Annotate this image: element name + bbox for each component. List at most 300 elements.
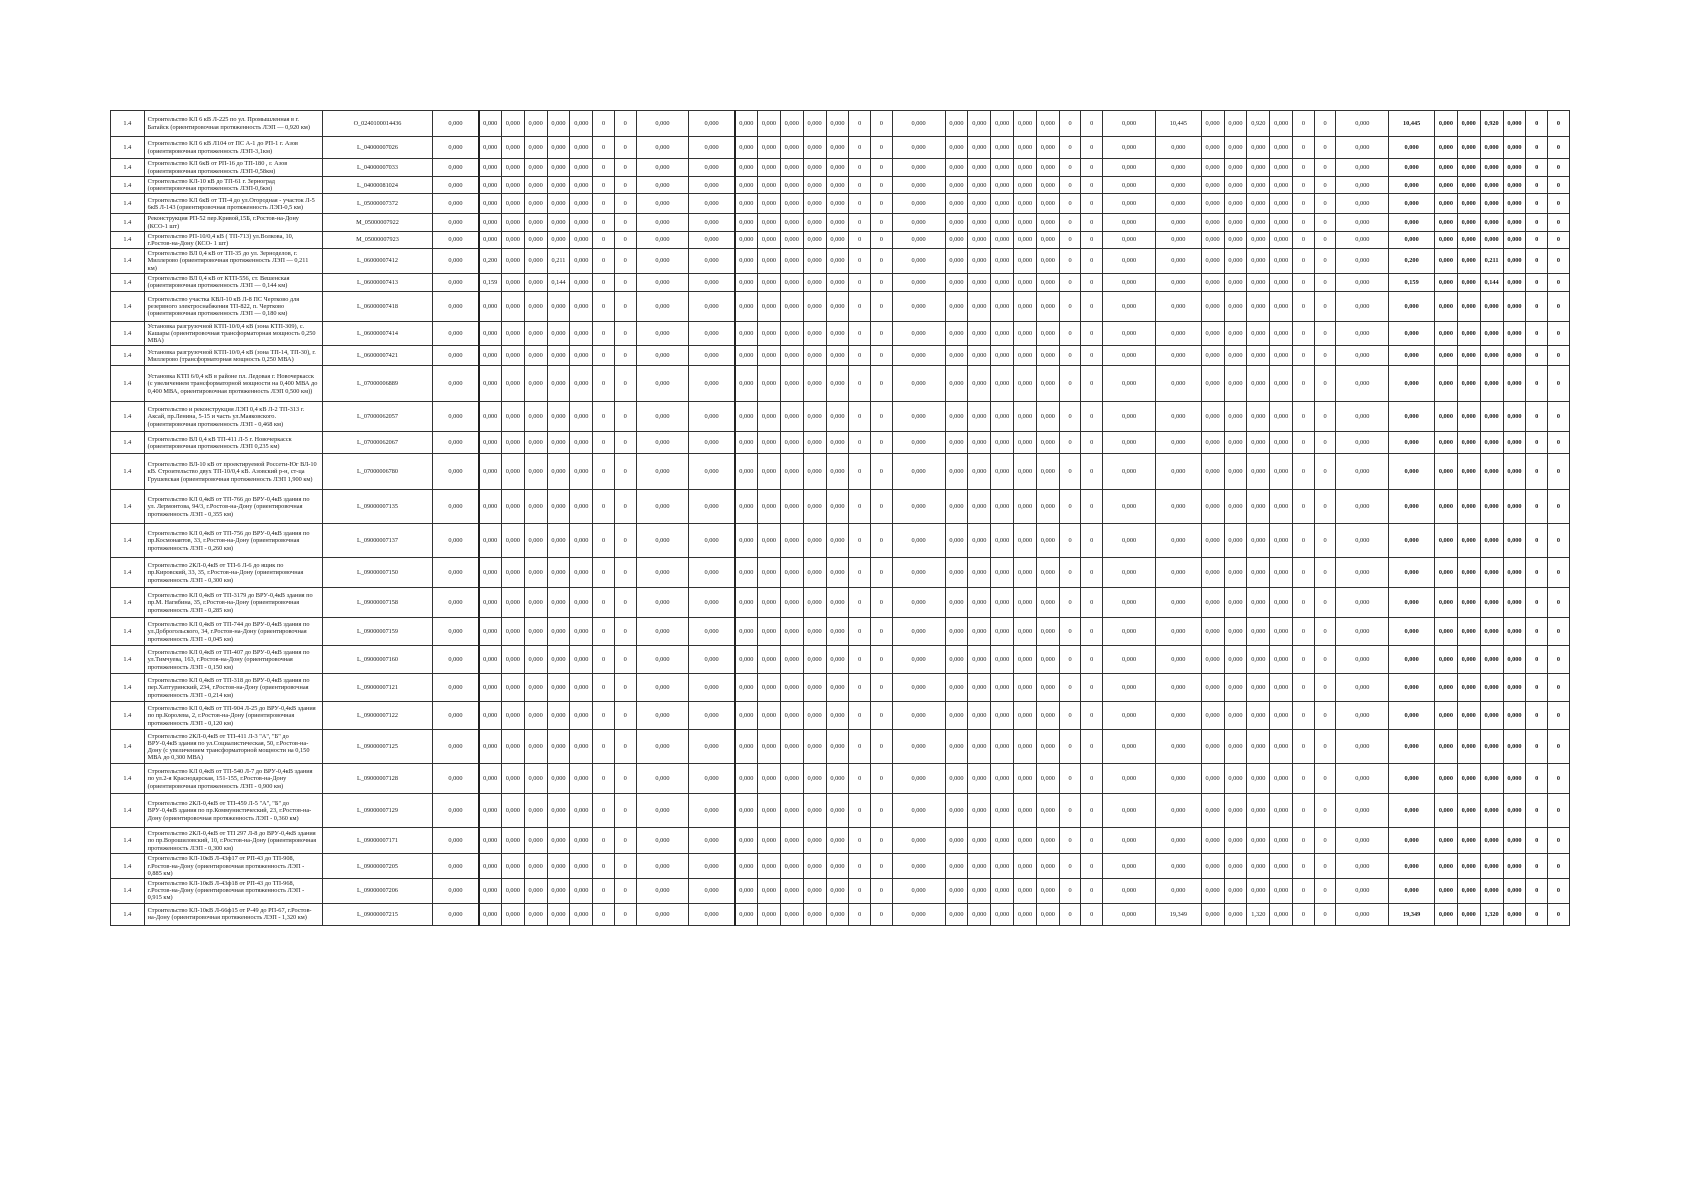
project-name-cell: Установка разгрузочной КТП-10/0,4 кВ (зона КТП-309), с. Кашары (ориентировочная трансформаторная мощность 0,250 МВА) bbox=[144, 321, 322, 346]
value-cell: 0 bbox=[1059, 137, 1081, 159]
value-cell: 0,000 bbox=[826, 854, 849, 879]
value-cell: 0,000 bbox=[1270, 618, 1293, 646]
value-cell: 0 bbox=[871, 111, 893, 137]
value-cell: 0,000 bbox=[735, 137, 758, 159]
value-cell: 0,000 bbox=[945, 854, 968, 879]
total-cell: 0,000 bbox=[1503, 194, 1526, 214]
value-cell: 0,000 bbox=[1014, 524, 1037, 558]
value-cell: 0,000 bbox=[1014, 764, 1037, 794]
value-cell: 0,000 bbox=[991, 214, 1014, 231]
project-name-cell: Строительство ВЛ 0,4 кВ от ТП-35 до ул. Зерноделов, г. Миллерово (ориентировочная протяженность ЛЭП — 0,211 км) bbox=[144, 249, 322, 274]
value-cell: 0,000 bbox=[735, 454, 758, 490]
value-cell: 0,000 bbox=[1156, 730, 1202, 764]
total-cell: 0 bbox=[1548, 291, 1570, 321]
value-cell: 0,000 bbox=[1103, 177, 1156, 194]
value-cell: 0,000 bbox=[758, 432, 781, 454]
value-cell: 0 bbox=[614, 588, 636, 618]
value-cell: 0,000 bbox=[892, 828, 945, 854]
value-cell: 0,000 bbox=[570, 214, 593, 231]
project-name-cell: Строительство КЛ 0,4кВ от ТП-407 до ВРУ-0,4кВ здания по ул.Тимчуева, 163, г.Ростов-на-Дону (ориентировочная протяженность ЛЭП - 0,150 км) bbox=[144, 646, 322, 674]
value-cell: 0,000 bbox=[758, 646, 781, 674]
value-cell: 0 bbox=[849, 764, 871, 794]
value-cell: 0,000 bbox=[570, 137, 593, 159]
value-cell: 0,000 bbox=[689, 159, 735, 177]
value-cell: 0 bbox=[1059, 588, 1081, 618]
value-cell: 0,000 bbox=[1036, 273, 1059, 291]
total-cell: 0,000 bbox=[1457, 524, 1480, 558]
value-cell: 0,000 bbox=[636, 111, 689, 137]
value-cell: 0,000 bbox=[735, 231, 758, 248]
value-cell: 0,000 bbox=[1156, 646, 1202, 674]
value-cell: 0,000 bbox=[991, 177, 1014, 194]
value-cell: 0 bbox=[1314, 432, 1336, 454]
value-cell: 0,000 bbox=[826, 903, 849, 925]
value-cell: 0,000 bbox=[892, 903, 945, 925]
value-cell: 0,000 bbox=[1014, 454, 1037, 490]
value-cell: 0,000 bbox=[1036, 490, 1059, 524]
value-cell: 0,000 bbox=[1036, 558, 1059, 588]
value-cell: 0 bbox=[1081, 524, 1103, 558]
value-cell: 0 bbox=[1081, 828, 1103, 854]
value-cell: 0 bbox=[614, 346, 636, 366]
value-cell: 0,000 bbox=[945, 137, 968, 159]
value-cell: 0,000 bbox=[1224, 346, 1247, 366]
value-cell: 0,000 bbox=[826, 111, 849, 137]
value-cell: 0,000 bbox=[1036, 588, 1059, 618]
value-cell: 0,000 bbox=[1247, 879, 1270, 904]
value-cell: 0,000 bbox=[1247, 321, 1270, 346]
value-cell: 0,000 bbox=[803, 702, 826, 730]
value-cell: 0 bbox=[1293, 273, 1315, 291]
value-cell: 0,000 bbox=[433, 194, 479, 214]
value-cell: 0,000 bbox=[1247, 588, 1270, 618]
value-cell: 0 bbox=[1081, 903, 1103, 925]
value-cell: 0,000 bbox=[780, 879, 803, 904]
value-cell: 0,000 bbox=[636, 249, 689, 274]
value-cell: 0,000 bbox=[892, 702, 945, 730]
value-cell: 0,000 bbox=[1224, 730, 1247, 764]
value-cell: 0 bbox=[593, 524, 615, 558]
value-cell: 0 bbox=[1059, 321, 1081, 346]
value-cell: 0,000 bbox=[689, 730, 735, 764]
value-cell: 0,000 bbox=[1247, 454, 1270, 490]
value-cell: 0,000 bbox=[758, 366, 781, 402]
value-cell: 0,000 bbox=[570, 159, 593, 177]
value-cell: 0 bbox=[593, 346, 615, 366]
value-cell: 0,000 bbox=[689, 524, 735, 558]
value-cell: 0,000 bbox=[547, 177, 570, 194]
value-cell: 0,000 bbox=[1036, 194, 1059, 214]
value-cell: 0,000 bbox=[636, 674, 689, 702]
total-cell: 0 bbox=[1526, 588, 1548, 618]
value-cell: 0,000 bbox=[892, 111, 945, 137]
project-code-cell: L_06000007421 bbox=[322, 346, 433, 366]
value-cell: 0,000 bbox=[1014, 879, 1037, 904]
group-cell: 1.4 bbox=[111, 273, 145, 291]
group-cell: 1.4 bbox=[111, 214, 145, 231]
value-cell: 0,000 bbox=[547, 730, 570, 764]
value-cell: 0,000 bbox=[689, 764, 735, 794]
value-cell: 0,000 bbox=[501, 879, 524, 904]
value-cell: 0,000 bbox=[501, 177, 524, 194]
value-cell: 0,000 bbox=[1201, 794, 1224, 828]
value-cell: 0,000 bbox=[524, 794, 547, 828]
value-cell: 0,000 bbox=[1103, 402, 1156, 432]
project-code-cell: L_04000007033 bbox=[322, 159, 433, 177]
project-code-cell: L_04000007026 bbox=[322, 137, 433, 159]
value-cell: 0,000 bbox=[1270, 321, 1293, 346]
value-cell: 0 bbox=[1314, 177, 1336, 194]
value-cell: 0 bbox=[1081, 366, 1103, 402]
value-cell: 0,000 bbox=[1156, 321, 1202, 346]
value-cell: 0 bbox=[614, 159, 636, 177]
total-cell: 0 bbox=[1548, 137, 1570, 159]
value-cell: 0,000 bbox=[780, 214, 803, 231]
value-cell: 0,000 bbox=[433, 249, 479, 274]
project-code-cell: L_09000007206 bbox=[322, 879, 433, 904]
value-cell: 0,000 bbox=[945, 524, 968, 558]
value-cell: 0 bbox=[1081, 402, 1103, 432]
value-cell: 0 bbox=[1059, 879, 1081, 904]
value-cell: 0,000 bbox=[991, 674, 1014, 702]
value-cell: 0,000 bbox=[1270, 828, 1293, 854]
value-cell: 0 bbox=[593, 291, 615, 321]
value-cell: 0 bbox=[1293, 588, 1315, 618]
value-cell: 0,000 bbox=[547, 111, 570, 137]
value-cell: 0,000 bbox=[1156, 194, 1202, 214]
project-name-cell: Строительство ВЛ 0,4 кВ от КТП-556, ст. Вешенская (ориентировочная протяженность ЛЭП — 0,144 км) bbox=[144, 273, 322, 291]
total-cell: 0,000 bbox=[1480, 137, 1503, 159]
value-cell: 0,000 bbox=[524, 366, 547, 402]
value-cell: 0,000 bbox=[1156, 524, 1202, 558]
value-cell: 0,000 bbox=[570, 854, 593, 879]
total-cell: 0,000 bbox=[1457, 794, 1480, 828]
value-cell: 0,000 bbox=[780, 854, 803, 879]
value-cell: 0 bbox=[1081, 490, 1103, 524]
value-cell: 0 bbox=[871, 402, 893, 432]
value-cell: 0,000 bbox=[1201, 646, 1224, 674]
value-cell: 0,000 bbox=[501, 794, 524, 828]
value-cell: 0 bbox=[593, 702, 615, 730]
value-cell: 0,000 bbox=[735, 194, 758, 214]
value-cell: 0,000 bbox=[758, 588, 781, 618]
value-cell: 0,000 bbox=[1270, 794, 1293, 828]
value-cell: 0,000 bbox=[780, 291, 803, 321]
value-cell: 0,000 bbox=[945, 366, 968, 402]
value-cell: 0,000 bbox=[1036, 231, 1059, 248]
value-cell: 0,000 bbox=[803, 273, 826, 291]
value-cell: 0,000 bbox=[1201, 159, 1224, 177]
value-cell: 0,000 bbox=[735, 618, 758, 646]
value-cell: 0 bbox=[1081, 432, 1103, 454]
value-cell: 0,000 bbox=[1156, 402, 1202, 432]
value-cell: 0 bbox=[614, 646, 636, 674]
value-cell: 0 bbox=[593, 903, 615, 925]
value-cell: 0,000 bbox=[991, 828, 1014, 854]
total-cell: 0,000 bbox=[1503, 558, 1526, 588]
table-row bbox=[111, 159, 1570, 177]
value-cell: 0,000 bbox=[1201, 702, 1224, 730]
value-cell: 0,000 bbox=[479, 828, 502, 854]
value-cell: 0 bbox=[1314, 646, 1336, 674]
value-cell: 0,000 bbox=[1014, 159, 1037, 177]
value-cell: 0 bbox=[614, 903, 636, 925]
value-cell: 0,000 bbox=[803, 794, 826, 828]
value-cell: 0,000 bbox=[1156, 159, 1202, 177]
total-cell: 0,000 bbox=[1503, 764, 1526, 794]
value-cell: 0,000 bbox=[433, 702, 479, 730]
value-cell: 0,000 bbox=[501, 764, 524, 794]
value-cell: 0,000 bbox=[570, 346, 593, 366]
value-cell: 0 bbox=[1314, 454, 1336, 490]
value-cell: 0,000 bbox=[735, 159, 758, 177]
project-name-cell: Строительство 2КЛ-0,4кВ от ТП-411 Л-3 "А", "Б" до ВРУ-0,4кВ здания по ул.Социалистическая, 50, г.Ростов-на-Дону (с увеличением трансформаторной мощности на 0,150 МВА до 0,300 МВА) bbox=[144, 730, 322, 764]
total-cell: 0 bbox=[1548, 764, 1570, 794]
value-cell: 0,000 bbox=[803, 321, 826, 346]
project-name-cell: Строительство ВЛ-10 кВ от проектируемой Россети-Юг ВЛ-10 кВ. Строительство двух ТП-10/0,4 кВ. Азовский р-н, ст-ца Грушевская (ориентировочная протяженность ЛЭП 1,900 км) bbox=[144, 454, 322, 490]
value-cell: 0,000 bbox=[803, 432, 826, 454]
value-cell: 0 bbox=[1081, 854, 1103, 879]
total-cell: 0,000 bbox=[1434, 490, 1457, 524]
value-cell: 0,000 bbox=[636, 730, 689, 764]
value-cell: 0 bbox=[614, 177, 636, 194]
value-cell: 0 bbox=[593, 214, 615, 231]
value-cell: 0,000 bbox=[501, 291, 524, 321]
value-cell: 0,000 bbox=[1156, 674, 1202, 702]
value-cell: 0 bbox=[1293, 828, 1315, 854]
value-cell: 0 bbox=[849, 730, 871, 764]
value-cell: 0,000 bbox=[501, 249, 524, 274]
total-cell: 0 bbox=[1548, 854, 1570, 879]
total-cell: 0,000 bbox=[1389, 828, 1435, 854]
value-cell: 0,000 bbox=[758, 159, 781, 177]
group-cell: 1.4 bbox=[111, 454, 145, 490]
project-code-cell: L_06000007418 bbox=[322, 291, 433, 321]
value-cell: 0,000 bbox=[1103, 854, 1156, 879]
value-cell: 0 bbox=[593, 588, 615, 618]
value-cell: 0 bbox=[1059, 646, 1081, 674]
value-cell: 0,000 bbox=[991, 764, 1014, 794]
total-cell: 0 bbox=[1548, 214, 1570, 231]
value-cell: 0 bbox=[1293, 214, 1315, 231]
value-cell: 0,000 bbox=[892, 137, 945, 159]
total-cell: 0,000 bbox=[1503, 903, 1526, 925]
value-cell: 0,000 bbox=[991, 646, 1014, 674]
value-cell: 0,000 bbox=[524, 558, 547, 588]
value-cell: 0,000 bbox=[780, 159, 803, 177]
total-cell: 0 bbox=[1526, 273, 1548, 291]
value-cell: 0,000 bbox=[433, 402, 479, 432]
total-cell: 0,000 bbox=[1434, 618, 1457, 646]
value-cell: 0,000 bbox=[479, 618, 502, 646]
value-cell: 0 bbox=[849, 588, 871, 618]
value-cell: 0,000 bbox=[1247, 646, 1270, 674]
value-cell: 0 bbox=[1059, 366, 1081, 402]
total-cell: 0,000 bbox=[1457, 194, 1480, 214]
value-cell: 0 bbox=[614, 702, 636, 730]
value-cell: 0,000 bbox=[968, 214, 991, 231]
value-cell: 0,000 bbox=[524, 490, 547, 524]
value-cell: 0 bbox=[614, 524, 636, 558]
value-cell: 0,000 bbox=[758, 137, 781, 159]
value-cell: 0,000 bbox=[1247, 402, 1270, 432]
value-cell: 0 bbox=[1059, 402, 1081, 432]
total-cell: 0,000 bbox=[1503, 794, 1526, 828]
value-cell: 0,000 bbox=[479, 454, 502, 490]
value-cell: 0,000 bbox=[1103, 249, 1156, 274]
value-cell: 0 bbox=[1314, 159, 1336, 177]
value-cell: 0,000 bbox=[1247, 231, 1270, 248]
value-cell: 0 bbox=[1059, 490, 1081, 524]
group-cell: 1.4 bbox=[111, 588, 145, 618]
value-cell: 0,000 bbox=[1336, 702, 1389, 730]
table-row bbox=[111, 194, 1570, 214]
value-cell: 0,000 bbox=[1103, 730, 1156, 764]
value-cell: 0 bbox=[1081, 194, 1103, 214]
value-cell: 0,000 bbox=[1103, 366, 1156, 402]
value-cell: 0,000 bbox=[501, 273, 524, 291]
value-cell: 0,000 bbox=[892, 558, 945, 588]
value-cell: 0 bbox=[614, 273, 636, 291]
value-cell: 0 bbox=[871, 432, 893, 454]
value-cell: 0,920 bbox=[1247, 111, 1270, 137]
value-cell: 0,000 bbox=[636, 764, 689, 794]
value-cell: 0,000 bbox=[1036, 764, 1059, 794]
value-cell: 0,000 bbox=[1247, 177, 1270, 194]
value-cell: 0 bbox=[1293, 730, 1315, 764]
value-cell: 0,000 bbox=[1201, 321, 1224, 346]
value-cell: 0,000 bbox=[1201, 214, 1224, 231]
project-code-cell: L_09000007135 bbox=[322, 490, 433, 524]
value-cell: 0,000 bbox=[803, 646, 826, 674]
value-cell: 0,000 bbox=[636, 618, 689, 646]
value-cell: 0,000 bbox=[1036, 111, 1059, 137]
value-cell: 0 bbox=[614, 137, 636, 159]
value-cell: 0,000 bbox=[758, 558, 781, 588]
value-cell: 0,000 bbox=[1270, 159, 1293, 177]
value-cell: 0 bbox=[1081, 646, 1103, 674]
table-row bbox=[111, 618, 1570, 646]
project-code-cell: L_07000062057 bbox=[322, 402, 433, 432]
value-cell: 0,000 bbox=[1336, 618, 1389, 646]
value-cell: 0,000 bbox=[689, 854, 735, 879]
value-cell: 0,000 bbox=[826, 321, 849, 346]
value-cell: 0,000 bbox=[479, 879, 502, 904]
value-cell: 0,000 bbox=[945, 177, 968, 194]
total-cell: 0,000 bbox=[1480, 231, 1503, 248]
value-cell: 0,000 bbox=[1014, 794, 1037, 828]
value-cell: 0,000 bbox=[780, 618, 803, 646]
value-cell: 0,000 bbox=[636, 879, 689, 904]
value-cell: 0,000 bbox=[1247, 702, 1270, 730]
total-cell: 0,000 bbox=[1457, 454, 1480, 490]
value-cell: 0,000 bbox=[1201, 402, 1224, 432]
value-cell: 0,000 bbox=[1247, 346, 1270, 366]
value-cell: 0,000 bbox=[968, 249, 991, 274]
value-cell: 0,000 bbox=[758, 231, 781, 248]
value-cell: 0,000 bbox=[991, 588, 1014, 618]
total-cell: 0,000 bbox=[1457, 402, 1480, 432]
value-cell: 0,000 bbox=[826, 702, 849, 730]
value-cell: 0,000 bbox=[1247, 432, 1270, 454]
value-cell: 0,000 bbox=[991, 194, 1014, 214]
value-cell: 0 bbox=[1081, 794, 1103, 828]
value-cell: 0,000 bbox=[892, 291, 945, 321]
value-cell: 0,000 bbox=[636, 432, 689, 454]
table-row bbox=[111, 702, 1570, 730]
value-cell: 0,000 bbox=[1224, 646, 1247, 674]
value-cell: 0,000 bbox=[758, 702, 781, 730]
value-cell: 0,000 bbox=[1224, 321, 1247, 346]
value-cell: 0 bbox=[1314, 618, 1336, 646]
total-cell: 0,000 bbox=[1389, 879, 1435, 904]
value-cell: 0,000 bbox=[689, 794, 735, 828]
value-cell: 0,000 bbox=[1036, 524, 1059, 558]
value-cell: 0,000 bbox=[636, 828, 689, 854]
project-name-cell: Строительство КЛ 6 кВ Л-225 по ул. Промышленная в г. Батайск (ориентировочная протяженность ЛЭП — 0,920 км) bbox=[144, 111, 322, 137]
value-cell: 0 bbox=[1081, 730, 1103, 764]
value-cell: 0,000 bbox=[570, 646, 593, 674]
value-cell: 0 bbox=[849, 432, 871, 454]
value-cell: 0,000 bbox=[547, 137, 570, 159]
value-cell: 0,000 bbox=[479, 524, 502, 558]
value-cell: 0,000 bbox=[1103, 490, 1156, 524]
value-cell: 0 bbox=[1059, 854, 1081, 879]
project-name-cell: Строительство 2КЛ-0,4кВ от ТП-459 Л-5 "А", "Б" до ВРУ-0,4кВ здания по пр.Коммунистический, 23, г.Ростов-на-Дону (ориентировочная протяженность ЛЭП - 0,360 км) bbox=[144, 794, 322, 828]
value-cell: 0,000 bbox=[1201, 454, 1224, 490]
value-cell: 0,000 bbox=[1336, 879, 1389, 904]
value-cell: 0,000 bbox=[780, 194, 803, 214]
value-cell: 0 bbox=[1059, 159, 1081, 177]
value-cell: 0,000 bbox=[1201, 432, 1224, 454]
value-cell: 0 bbox=[614, 231, 636, 248]
value-cell: 0 bbox=[1314, 828, 1336, 854]
value-cell: 0,000 bbox=[1224, 249, 1247, 274]
value-cell: 0,000 bbox=[547, 454, 570, 490]
value-cell: 0,000 bbox=[501, 854, 524, 879]
value-cell: 0,000 bbox=[735, 828, 758, 854]
project-name-cell: Строительство КЛ 0,4кВ от ТП-540 Л-7 до ВРУ-0,4кВ здания по ул.2-я Краснодарская, 151-155, г.Ростов-на-Дону (ориентировочная протяженность ЛЭП - 0,900 км) bbox=[144, 764, 322, 794]
total-cell: 0,000 bbox=[1503, 321, 1526, 346]
value-cell: 0 bbox=[849, 346, 871, 366]
value-cell: 0,000 bbox=[1224, 828, 1247, 854]
value-cell: 0 bbox=[1314, 588, 1336, 618]
project-code-cell: L_07000006889 bbox=[322, 366, 433, 402]
value-cell: 0,000 bbox=[689, 903, 735, 925]
value-cell: 0,000 bbox=[524, 903, 547, 925]
value-cell: 0,000 bbox=[524, 249, 547, 274]
total-cell: 0,000 bbox=[1457, 674, 1480, 702]
value-cell: 0,000 bbox=[1224, 214, 1247, 231]
value-cell: 0,000 bbox=[826, 730, 849, 764]
value-cell: 0,000 bbox=[1014, 273, 1037, 291]
value-cell: 0,000 bbox=[758, 454, 781, 490]
value-cell: 0 bbox=[871, 137, 893, 159]
value-cell: 0,000 bbox=[1014, 177, 1037, 194]
value-cell: 0,000 bbox=[1036, 402, 1059, 432]
value-cell: 0,000 bbox=[803, 291, 826, 321]
value-cell: 0 bbox=[1293, 291, 1315, 321]
value-cell: 0,000 bbox=[1247, 674, 1270, 702]
value-cell: 0,000 bbox=[826, 794, 849, 828]
value-cell: 0,000 bbox=[991, 854, 1014, 879]
value-cell: 0,000 bbox=[479, 903, 502, 925]
value-cell: 0 bbox=[1314, 231, 1336, 248]
value-cell: 0,000 bbox=[892, 454, 945, 490]
value-cell: 0,000 bbox=[433, 454, 479, 490]
value-cell: 0,000 bbox=[524, 402, 547, 432]
total-cell: 0,000 bbox=[1480, 159, 1503, 177]
